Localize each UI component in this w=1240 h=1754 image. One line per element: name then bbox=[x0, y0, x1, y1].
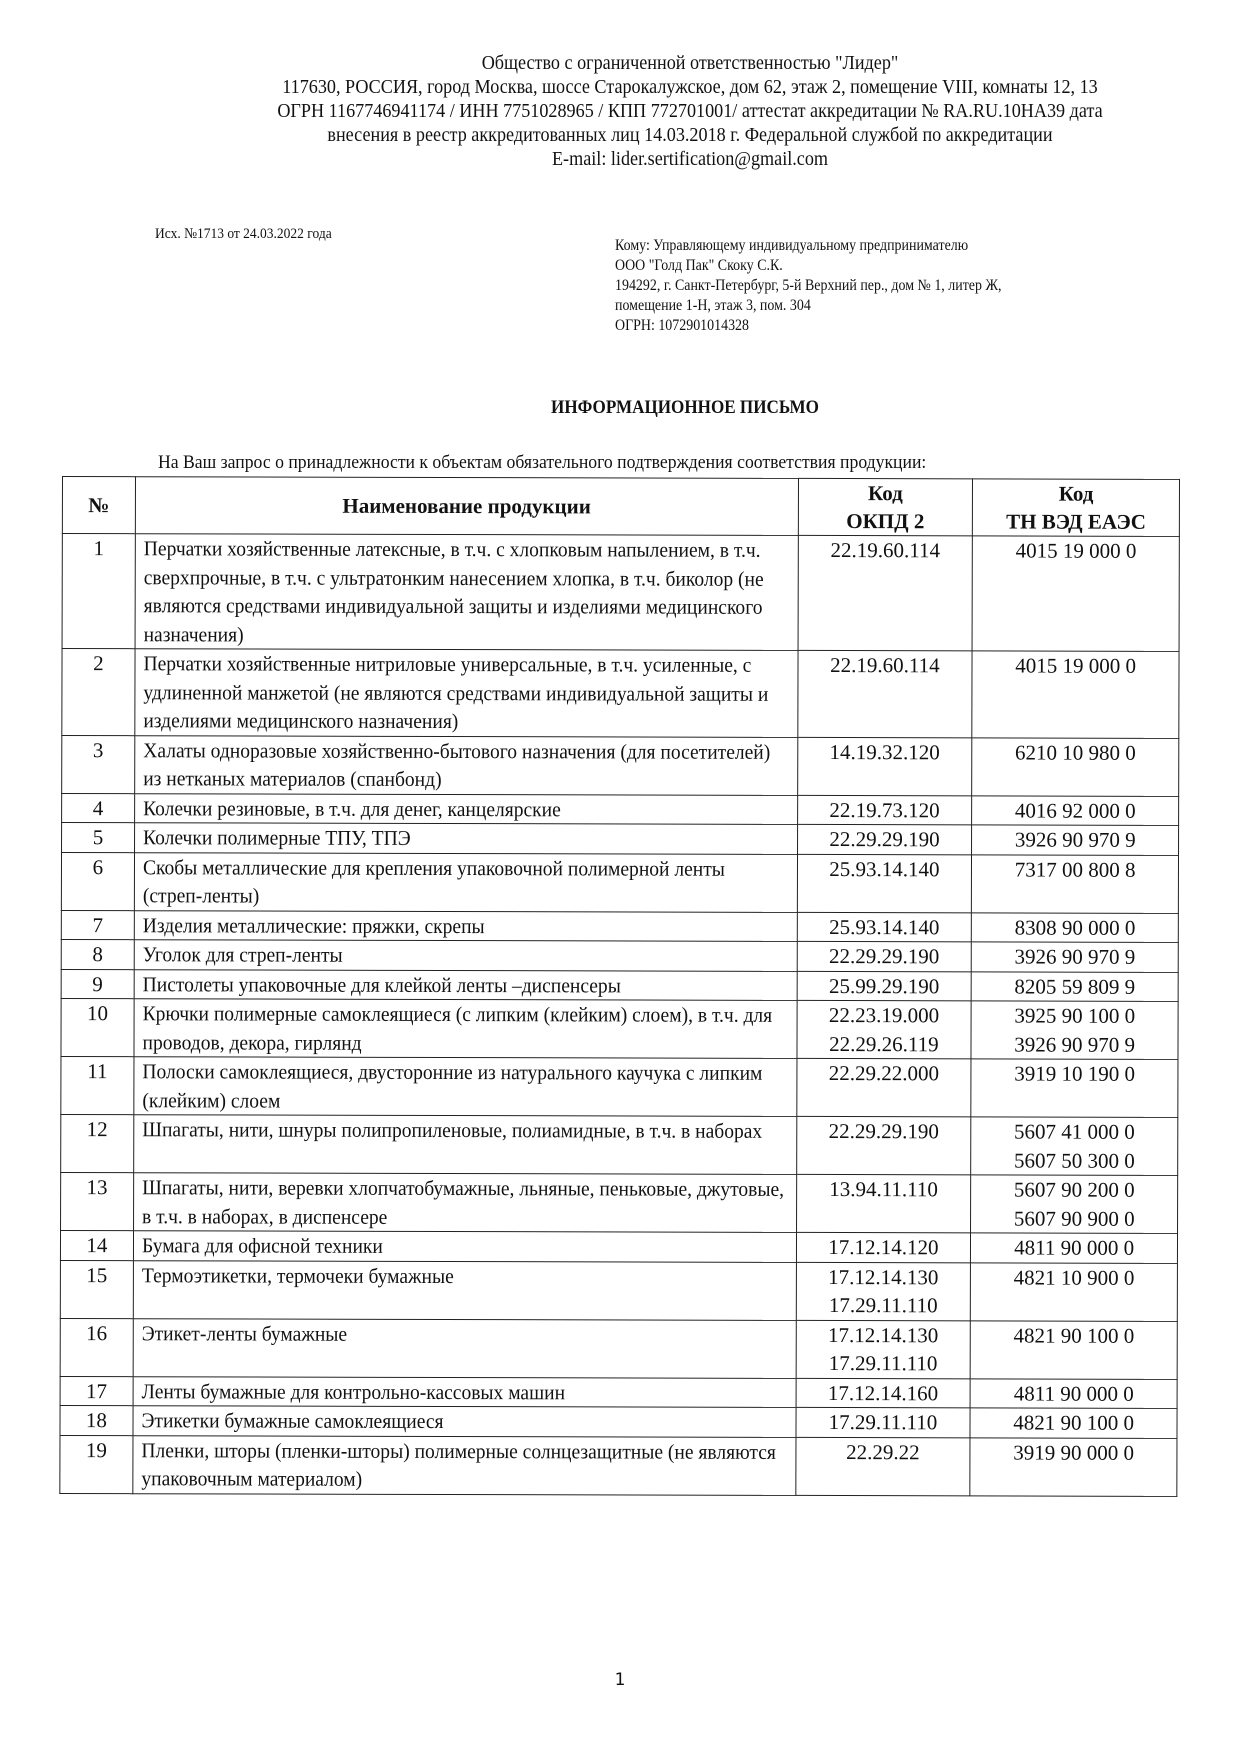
okpd-code-cell bbox=[796, 1232, 971, 1262]
okpd-code-cell bbox=[796, 1058, 971, 1116]
okpd-code-cell bbox=[798, 535, 973, 650]
product-name: Изделия металлические: пряжки, скрепы bbox=[142, 912, 485, 938]
okpd-code: 17.29.11.110 bbox=[828, 1410, 938, 1435]
row-number: 9 bbox=[61, 969, 134, 999]
row-number: 3 bbox=[62, 735, 135, 793]
header-tnved-line1: Код bbox=[1058, 481, 1094, 506]
table-row bbox=[60, 1376, 1177, 1408]
table-row bbox=[61, 1172, 1178, 1233]
product-name: Уголок для стреп-ленты bbox=[142, 942, 343, 967]
product-name-cell bbox=[134, 940, 797, 971]
tnved-code-cell bbox=[971, 1059, 1178, 1118]
product-name: Перчатки хозяйственные латексные, в т.ч. с хлопковым напылением, в т.ч. сверхпрочные, в т.ч. с ультратонким нанесением хлопка, в т.ч. биколор (не являются средствами индивидуальной защиты и изделиями медицинского назначения) bbox=[143, 536, 764, 646]
product-name: Перчатки хозяйственные нитриловые универсальные, в т.ч. усиленные, с удлиненной манжетой (не являются средствами индивидуальной защиты и изделиями медицинского назначения) bbox=[143, 651, 769, 734]
product-name-cell bbox=[134, 852, 797, 912]
product-name: Этикетки бумажные самоклеящиеся bbox=[141, 1408, 444, 1434]
table-row bbox=[60, 1230, 1177, 1262]
okpd-code: 25.99.29.190 bbox=[828, 973, 940, 998]
tnved-code-cell bbox=[970, 1408, 1177, 1438]
product-name: Этикет-ленты бумажные bbox=[141, 1320, 347, 1346]
okpd-code: 22.19.73.120 bbox=[829, 797, 940, 822]
row-number: 6 bbox=[61, 852, 134, 910]
header-okpd-line2: ОКПД 2 bbox=[846, 509, 925, 534]
recipient-block bbox=[615, 236, 1001, 336]
tnved-code: 4821 10 900 0 bbox=[1013, 1264, 1135, 1290]
letterhead-email: E-mail: lider.sertification@gmail.com bbox=[551, 149, 829, 170]
tnved-code: 6210 10 980 0 bbox=[1015, 739, 1136, 765]
row-number: 8 bbox=[61, 939, 134, 969]
product-name-cell bbox=[133, 1231, 796, 1262]
letterhead bbox=[188, 52, 1192, 172]
tnved-code-cell bbox=[970, 1437, 1177, 1496]
tnved-code: 4821 90 100 0 bbox=[1013, 1410, 1135, 1435]
table-row bbox=[61, 969, 1178, 1001]
tnved-code-cell bbox=[972, 912, 1179, 942]
tnved-code-cell bbox=[972, 942, 1179, 972]
okpd-code: 13.94.11.110 bbox=[829, 1177, 938, 1202]
product-name-cell bbox=[134, 823, 797, 854]
row-number: 13 bbox=[61, 1172, 134, 1230]
product-name-cell bbox=[133, 1435, 796, 1495]
tnved-code: 4016 92 000 0 bbox=[1014, 797, 1136, 823]
okpd-code: 17.12.14.130 bbox=[828, 1322, 939, 1347]
tnved-code-cell bbox=[971, 971, 1178, 1001]
tnved-code-cell bbox=[972, 795, 1179, 825]
okpd-code-cell bbox=[797, 912, 972, 942]
row-number: 4 bbox=[62, 793, 135, 823]
table-row bbox=[60, 1318, 1177, 1379]
tnved-code: 7317 00 800 8 bbox=[1014, 856, 1136, 882]
okpd-code: 22.29.29.190 bbox=[829, 944, 940, 969]
recipient-line: 194292, г. Санкт-Петербург, 5-й Верхний пер., дом № 1, литер Ж, bbox=[615, 277, 1002, 294]
tnved-code: 4015 19 000 0 bbox=[1015, 653, 1137, 678]
header-tnved bbox=[973, 479, 1180, 537]
okpd-code: 22.29.26.119 bbox=[829, 1031, 939, 1056]
tnved-code-cell bbox=[972, 854, 1179, 913]
table-row bbox=[62, 649, 1179, 738]
product-name: Ленты бумажные для контрольно-кассовых машин bbox=[141, 1378, 565, 1404]
table-row bbox=[61, 1056, 1178, 1117]
intro-text: На Ваш запрос о принадлежности к объектам обязательного подтверждения соответствия продукции: bbox=[158, 452, 927, 473]
table-row bbox=[62, 793, 1179, 825]
product-name: Халаты одноразовые хозяйственно-бытового назначения (для посетителей) из нетканых материалов (спанбонд) bbox=[143, 737, 771, 791]
product-name-cell bbox=[134, 793, 797, 824]
row-number: 19 bbox=[60, 1435, 133, 1493]
header-okpd-line1: Код bbox=[868, 481, 903, 506]
row-number: 16 bbox=[60, 1318, 133, 1376]
header-num: № bbox=[62, 477, 135, 534]
tnved-code: 5607 90 900 0 bbox=[1013, 1205, 1135, 1231]
okpd-code-cell bbox=[796, 1407, 971, 1437]
product-name: Крючки полимерные самоклеящиеся (с липким (клейким) слоем), в т.ч. для проводов, декора, гирлянд bbox=[142, 1001, 773, 1055]
letterhead-company-name: Общество с ограниченной ответственностью "Лидер" bbox=[481, 53, 899, 74]
tnved-code: 5607 90 200 0 bbox=[1013, 1177, 1135, 1202]
table-row bbox=[60, 1435, 1177, 1496]
product-name-cell bbox=[133, 1173, 796, 1233]
letterhead-registration: ОГРН 1167746941174 / ИНН 7751028965 / КПП 772701001/ аттестат аккредитации № RA.RU.10НА39 дата bbox=[277, 101, 1103, 122]
tnved-code: 3926 90 970 9 bbox=[1014, 944, 1136, 969]
row-number: 17 bbox=[60, 1376, 133, 1406]
product-name-cell bbox=[134, 1115, 797, 1175]
tnved-code: 3926 90 970 9 bbox=[1014, 827, 1136, 852]
table-row bbox=[62, 735, 1179, 796]
tnved-code: 3919 90 000 0 bbox=[1013, 1439, 1135, 1465]
row-number: 12 bbox=[61, 1114, 134, 1172]
tnved-code: 8308 90 000 0 bbox=[1014, 914, 1136, 940]
okpd-code-cell bbox=[796, 1174, 971, 1232]
product-name: Бумага для офисной техники bbox=[141, 1233, 383, 1258]
header-name: Наименование продукции bbox=[135, 477, 798, 536]
tnved-code: 4811 90 000 0 bbox=[1013, 1380, 1134, 1406]
okpd-code-cell bbox=[797, 971, 972, 1001]
okpd-code: 17.12.14.160 bbox=[827, 1380, 939, 1405]
table-row bbox=[61, 998, 1178, 1059]
okpd-code-cell bbox=[797, 737, 972, 795]
recipient-line: ООО "Голд Пак" Скоку С.К. bbox=[615, 257, 783, 274]
okpd-code: 17.12.14.120 bbox=[828, 1235, 939, 1260]
okpd-code: 22.23.19.000 bbox=[828, 1003, 940, 1028]
tnved-code-cell bbox=[971, 1233, 1178, 1263]
header-okpd bbox=[798, 478, 973, 535]
okpd-code: 17.29.11.110 bbox=[828, 1293, 938, 1318]
tnved-code-cell bbox=[971, 1175, 1178, 1234]
table-row bbox=[60, 1405, 1177, 1437]
product-name-cell bbox=[135, 649, 798, 737]
okpd-code-cell bbox=[796, 1378, 971, 1408]
row-number: 10 bbox=[61, 998, 134, 1056]
product-name-cell bbox=[134, 969, 797, 1000]
product-name-cell bbox=[133, 1260, 796, 1320]
okpd-code-cell bbox=[796, 1116, 971, 1174]
table-row bbox=[60, 1260, 1177, 1321]
row-number: 18 bbox=[60, 1405, 133, 1435]
okpd-code: 22.19.60.114 bbox=[830, 538, 941, 563]
product-name-cell bbox=[133, 1376, 796, 1407]
product-name: Шпагаты, нити, веревки хлопчатобумажные, льняные, пеньковые, джутовые, в т.ч. в наборах, в диспенсере bbox=[141, 1175, 784, 1229]
tnved-code-cell bbox=[972, 825, 1179, 855]
okpd-code-cell bbox=[797, 824, 972, 854]
recipient-line: помещение 1-Н, этаж 3, пом. 304 bbox=[615, 297, 811, 314]
row-number: 5 bbox=[62, 823, 135, 853]
tnved-code-cell bbox=[972, 737, 1179, 796]
table-row bbox=[62, 534, 1179, 652]
okpd-code: 22.29.29.190 bbox=[829, 827, 940, 852]
okpd-code-cell bbox=[797, 941, 972, 971]
product-name: Шпагаты, нити, шнуры полипропиленовые, полиамидные, в т.ч. в наборах bbox=[142, 1117, 763, 1143]
tnved-code-cell bbox=[972, 536, 1179, 652]
table-header-row bbox=[62, 477, 1179, 537]
product-name-cell bbox=[133, 1318, 796, 1378]
tnved-code: 4811 90 000 0 bbox=[1014, 1235, 1135, 1260]
tnved-code-cell bbox=[971, 1262, 1178, 1321]
row-number: 11 bbox=[61, 1056, 134, 1114]
table-row bbox=[61, 939, 1178, 971]
header-tnved-line2: ТН ВЭД ЕАЭС bbox=[1006, 509, 1146, 534]
tnved-code: 5607 41 000 0 bbox=[1014, 1119, 1135, 1144]
okpd-code: 22.29.22.000 bbox=[828, 1061, 940, 1086]
table-row bbox=[61, 852, 1178, 913]
row-number: 7 bbox=[61, 910, 134, 940]
tnved-code: 5607 50 300 0 bbox=[1013, 1147, 1135, 1173]
okpd-code: 17.12.14.130 bbox=[828, 1264, 939, 1289]
letterhead-address: 117630, РОССИЯ, город Москва, шоссе Старокалужское, дом 62, этаж 2, помещение VIII, комнаты 12, 13 bbox=[282, 77, 1098, 98]
product-name: Колечки резиновые, в т.ч. для денег, канцелярские bbox=[142, 795, 561, 821]
product-name: Пленки, шторы (пленки-шторы) полимерные солнцезащитные (не являются упаковочным материалом) bbox=[141, 1437, 776, 1491]
row-number: 14 bbox=[60, 1230, 133, 1260]
tnved-code-cell bbox=[970, 1320, 1177, 1379]
product-name: Скобы металлические для крепления упаковочной полимерной ленты (стреп-ленты) bbox=[142, 854, 725, 908]
document-title: ИНФОРМАЦИОННОЕ ПИСЬМО bbox=[551, 397, 819, 418]
okpd-code: 22.29.22 bbox=[846, 1439, 920, 1464]
okpd-code-cell bbox=[797, 795, 972, 825]
row-number: 15 bbox=[60, 1260, 133, 1318]
table-row bbox=[61, 1114, 1178, 1175]
product-name: Термоэтикетки, термочеки бумажные bbox=[141, 1262, 454, 1288]
product-name-cell bbox=[134, 1057, 797, 1117]
tnved-code-cell bbox=[972, 651, 1179, 738]
product-name: Полоски самоклеящиеся, двусторонние из натурального каучука с липким (клейким) слоем bbox=[142, 1059, 763, 1113]
product-name: Пистолеты упаковочные для клейкой ленты –диспенсеры bbox=[142, 971, 621, 997]
okpd-code-cell bbox=[795, 1437, 970, 1495]
table-body bbox=[60, 534, 1180, 1496]
recipient-line: ОГРН: 1072901014328 bbox=[615, 317, 750, 334]
outgoing-number: Исх. №1713 от 24.03.2022 года bbox=[155, 226, 332, 242]
tnved-code: 3925 90 100 0 bbox=[1014, 1003, 1136, 1028]
row-number: 2 bbox=[62, 649, 135, 736]
okpd-code-cell bbox=[797, 1000, 972, 1058]
row-number: 1 bbox=[62, 534, 135, 649]
okpd-code: 25.93.14.140 bbox=[829, 856, 940, 881]
tnved-code: 4015 19 000 0 bbox=[1015, 538, 1137, 563]
table-row bbox=[61, 910, 1178, 942]
okpd-code-cell bbox=[797, 650, 972, 737]
product-name-cell bbox=[133, 1406, 796, 1437]
okpd-code-cell bbox=[797, 854, 972, 912]
okpd-code: 25.93.14.140 bbox=[829, 914, 940, 939]
okpd-code: 14.19.32.120 bbox=[829, 739, 940, 764]
okpd-code-cell bbox=[796, 1320, 971, 1378]
okpd-code: 22.29.29.190 bbox=[828, 1119, 939, 1144]
product-name-cell bbox=[134, 999, 797, 1059]
product-name-cell bbox=[134, 735, 797, 795]
page-number: 1 bbox=[614, 1670, 626, 1690]
tnved-code: 3926 90 970 9 bbox=[1014, 1031, 1136, 1057]
okpd-code: 22.19.60.114 bbox=[830, 653, 940, 678]
okpd-code: 17.29.11.110 bbox=[828, 1351, 938, 1376]
product-name-cell bbox=[135, 534, 798, 651]
letterhead-accreditation: внесения в реестр аккредитованных лиц 14.03.2018 г. Федеральной службой по аккредитации bbox=[327, 125, 1053, 146]
table-row bbox=[62, 823, 1179, 855]
tnved-code-cell bbox=[971, 1117, 1178, 1176]
products-table bbox=[59, 476, 1180, 1496]
tnved-code: 3919 10 190 0 bbox=[1014, 1061, 1136, 1086]
okpd-code-cell bbox=[796, 1262, 971, 1320]
tnved-code-cell bbox=[970, 1378, 1177, 1408]
tnved-code: 8205 59 809 9 bbox=[1014, 973, 1136, 999]
tnved-code-cell bbox=[971, 1001, 1178, 1060]
product-name-cell bbox=[134, 910, 797, 941]
product-name: Колечки полимерные ТПУ, ТПЭ bbox=[142, 825, 411, 850]
recipient-line: Кому: Управляющему индивидуальному предпринимателю bbox=[615, 237, 969, 254]
tnved-code: 4821 90 100 0 bbox=[1013, 1322, 1135, 1348]
